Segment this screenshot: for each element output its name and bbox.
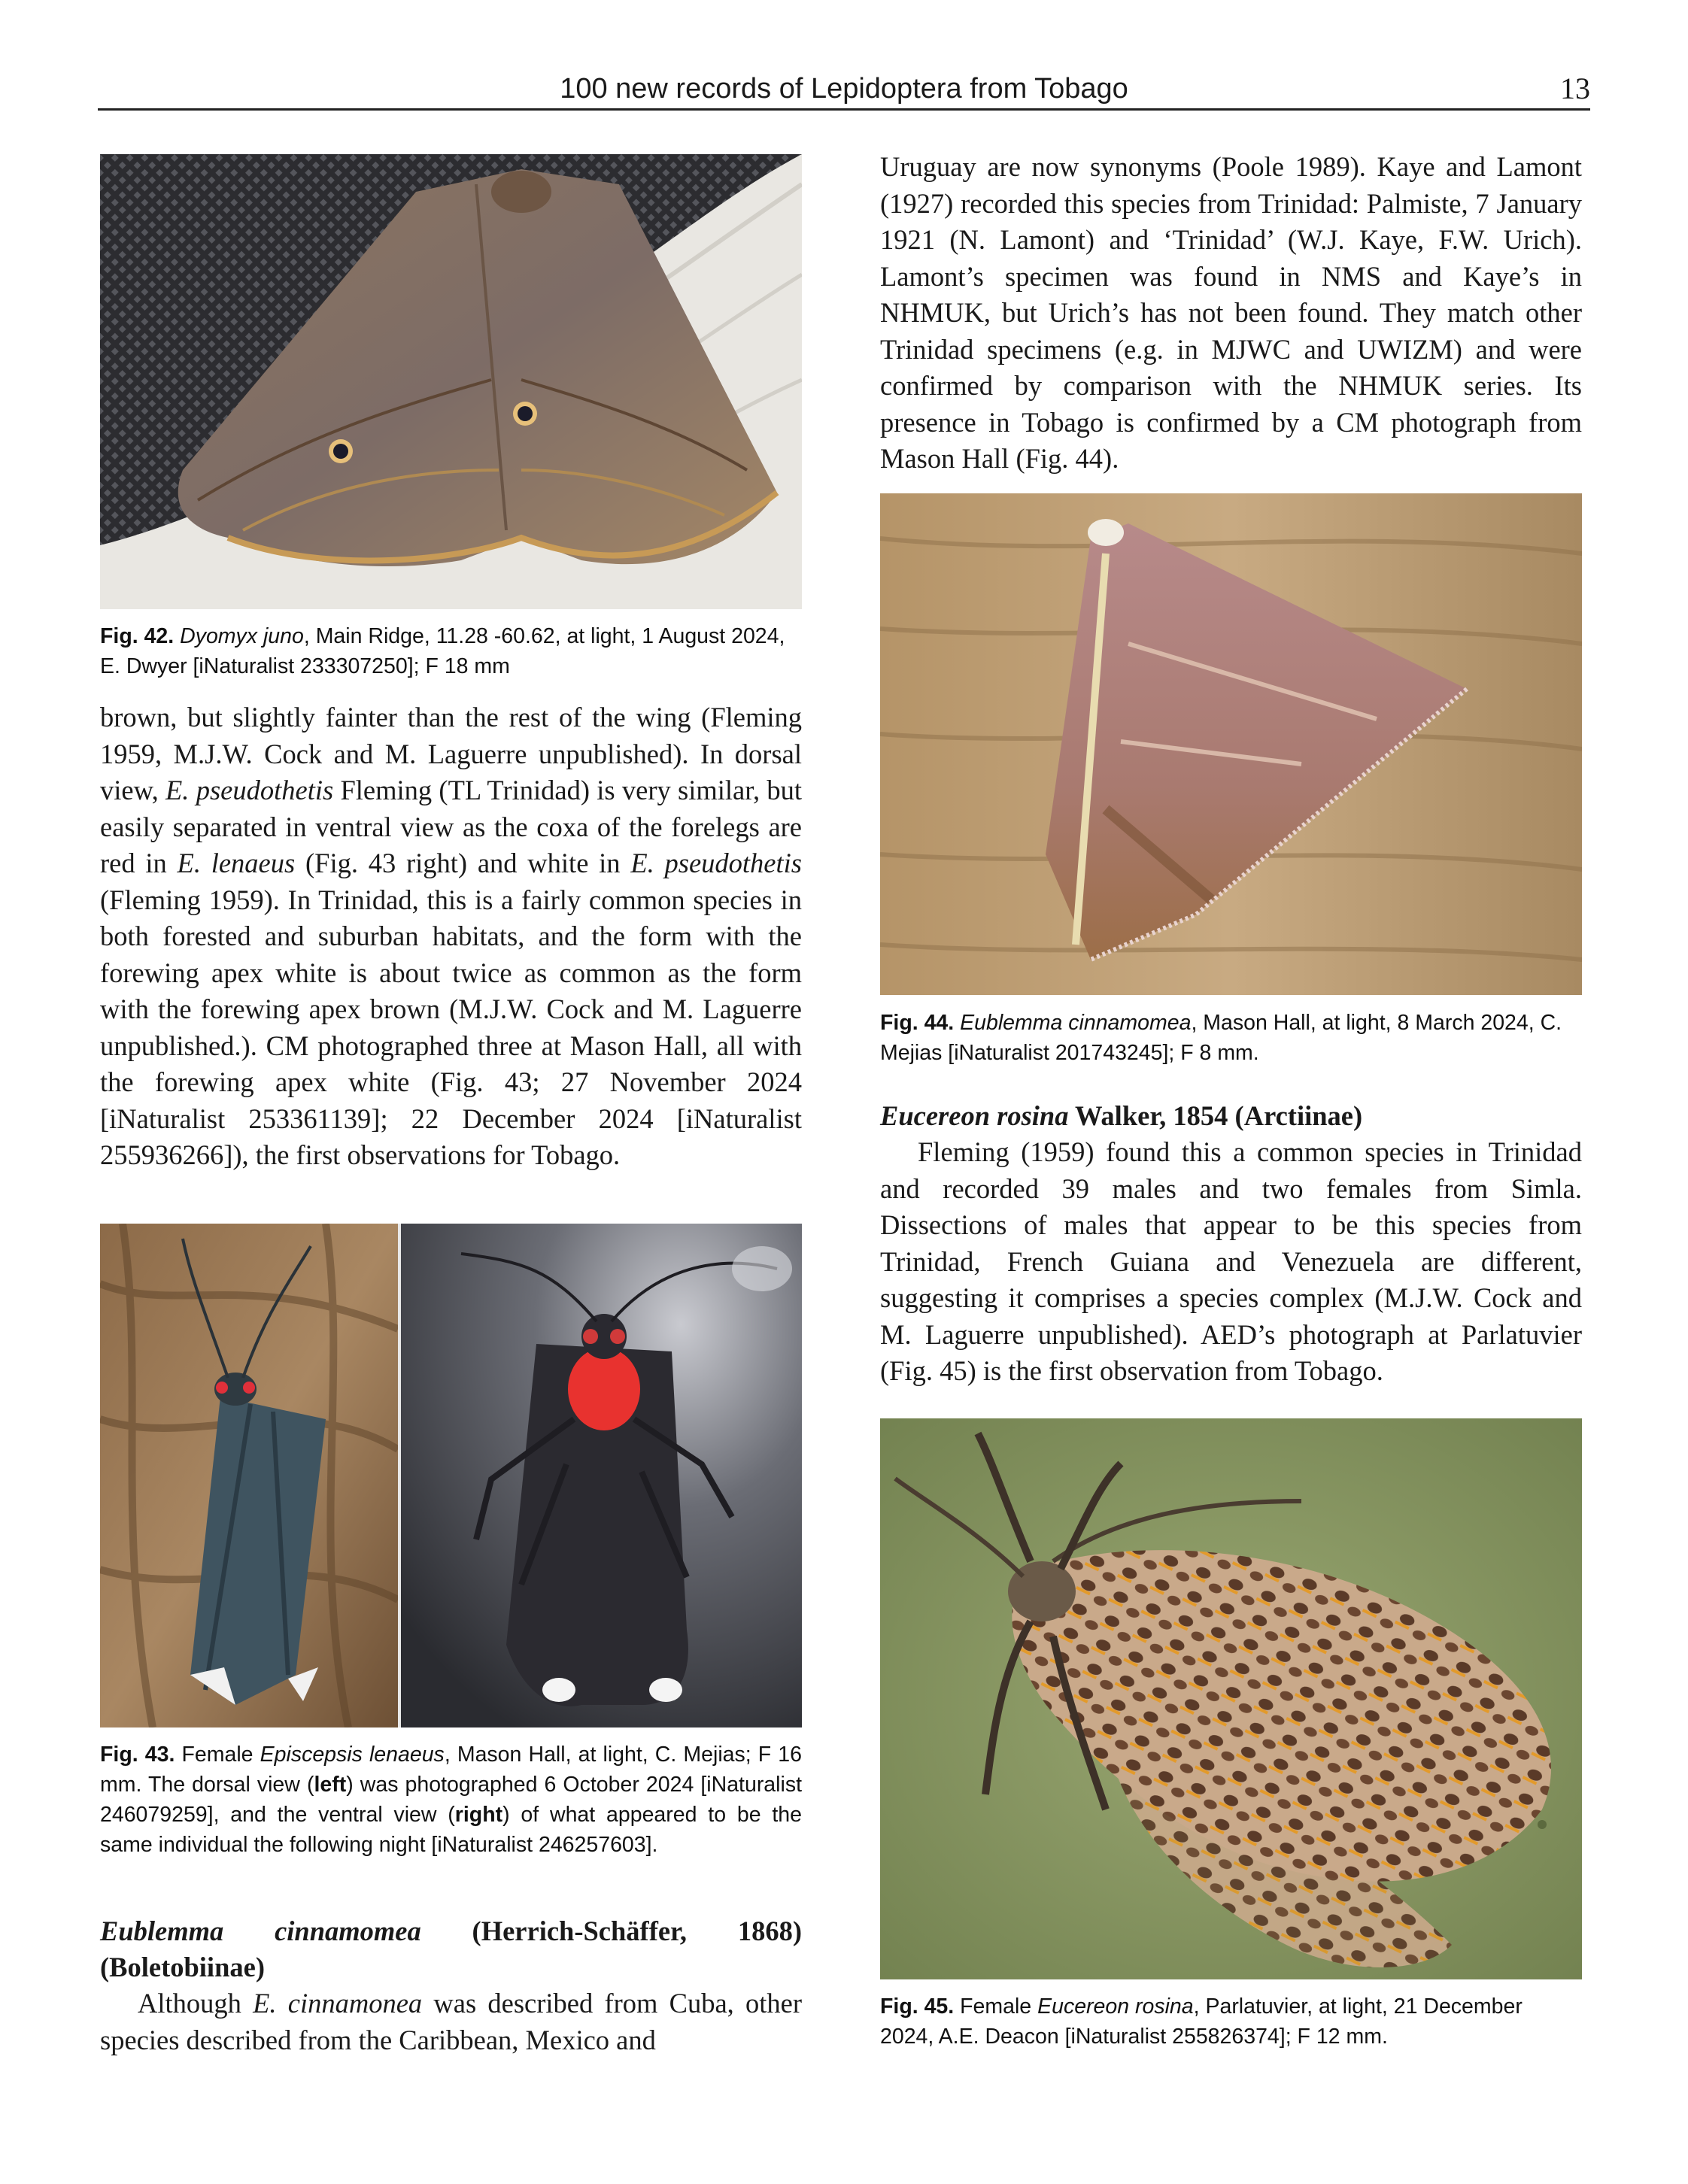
caption-text: Female [175, 1743, 260, 1767]
text-run: was described from Cuba, other species described from the Caribbean, Mexico and [100, 1988, 802, 2055]
caption-text: ) of what appeared to be the same individual the following night [iNaturalist 246257603]. [100, 1803, 802, 1857]
fig45-caption [880, 1991, 1582, 2052]
fig44-caption [880, 1008, 1582, 1068]
fig43-species: Episcepsis lenaeus [260, 1743, 445, 1767]
text-run: (Fleming 1959). In Trinidad, this is a fairly common species in both forested and suburban habitats, and the form with the forewing apex white is about twice as common as the form with the forewing apex brown (M.J.W. Cock and M. Laguerre unpublished.). CM photographed three at Mason Hall, all with the forewing apex white (Fig. 43; 27 November 2024 [iNaturalist 253361139]; 22 December 2024 [iNaturalist 255936266]), the first observations for Tobago. [100, 884, 802, 1170]
fig44-photo [880, 493, 1582, 995]
page-number: 13 [1560, 71, 1590, 105]
heading-species: Eucereon rosina [880, 1100, 1069, 1131]
fig43-caption [100, 1740, 802, 1860]
caption-text: , Mason Hall, at light, C. Mejias; F 16 mm. The dorsal view ( [100, 1743, 802, 1797]
fig43-label: Fig. 43. [100, 1743, 175, 1767]
text-run: Fleming (TL Trinidad) is very similar, but easily separated in ventral view as the coxa of the forelegs are red in [100, 775, 802, 878]
fig44-species: Eublemma cinnamomea [960, 1011, 1192, 1035]
fig45-label: Fig. 45. [880, 1994, 955, 2019]
heading-species: Eublemma cinnamomea [100, 1916, 421, 1946]
left-paragraph-2 [100, 1985, 802, 2058]
text-run: (Fig. 43 right) and white in [295, 848, 631, 878]
text-run: brown, but slightly fainter than the rest of the wing (Fleming 1959, M.J.W. Cock and M. Laguerre unpublished). In dorsal view, [100, 702, 802, 805]
heading-author: Walker, 1854 (Arctiinae) [1068, 1100, 1363, 1131]
caption-bold-left: left [314, 1773, 347, 1797]
fig43-photo [100, 1224, 802, 1727]
caption-text: Female [954, 1994, 1038, 2019]
heading-author: (Herrich-Schäffer, 1868) (Boletobiinae) [100, 1916, 802, 1982]
fig44-text: , Mason Hall, at light, 8 March 2024, C. Mejias [iNaturalist 201743245]; F 8 mm. [880, 1011, 1562, 1065]
fig42-text: , Main Ridge, 11.28 -60.62, at light, 1 August 2024, E. Dwyer [iNaturalist 233307250]; F 18 mm [100, 624, 785, 678]
species-name: E. lenaeus [177, 848, 296, 878]
fig42-photo [100, 154, 802, 609]
fig44-label: Fig. 44. [880, 1011, 955, 1035]
caption-text: ) was photographed 6 October 2024 [iNaturalist 246079259], and the ventral view ( [100, 1773, 802, 1827]
fig42-caption [100, 621, 802, 681]
section-heading-eublemma [100, 1913, 802, 1985]
fig42-label: Fig. 42. [100, 624, 175, 648]
running-title: 100 new records of Lepidoptera from Tobago [560, 73, 1128, 105]
running-head [98, 72, 1590, 111]
species-name: E. cinnamonea [253, 1988, 423, 2019]
fig45-species: Eucereon rosina [1037, 1994, 1194, 2019]
right-paragraph-2: Fleming (1959) found this a common species in Trinidad and recorded 39 males and two females from Simla. Dissections of males that appear to be this species from Trinidad, French Guiana and Venezuela are different, suggesting it comprises a species complex (M.J.W. Cock and M. Laguerre unpublished). AED’s photograph at Parlatuvier (Fig. 45) is the first observation from Tobago. [880, 1136, 1582, 1386]
fig45-photo [880, 1418, 1582, 1979]
species-name: E. pseudothetis [165, 775, 334, 805]
right-paragraph-1: Uruguay are now synonyms (Poole 1989). Kaye and Lamont (1927) recorded this species from Trinidad: Palmiste, 7 January 1921 (N. Lamont) and ‘Trinidad’ (W.J. Kaye, F.W. Urich). Lamont’s specimen was found in NMS and Kaye’s in NHMUK, but Urich’s has not been found. They match other Trinidad specimens (e.g. in MJWC and UWIZM) and were confirmed by comparison with the NHMUK series. Its presence in Tobago is confirmed by a CM photograph from Mason Hall (Fig. 44). [880, 151, 1582, 474]
text-run: Although [138, 1988, 254, 2019]
species-name: E. pseudothetis [630, 848, 802, 878]
fig45-text: , Parlatuvier, at light, 21 December 2024, A.E. Deacon [iNaturalist 255826374]; F 12 mm. [880, 1994, 1523, 2049]
section-heading-eucereon [880, 1098, 1582, 1134]
caption-bold-right: right [454, 1803, 503, 1827]
fig42-species: Dyomyx juno [180, 624, 304, 648]
left-paragraph-1 [100, 699, 802, 1174]
